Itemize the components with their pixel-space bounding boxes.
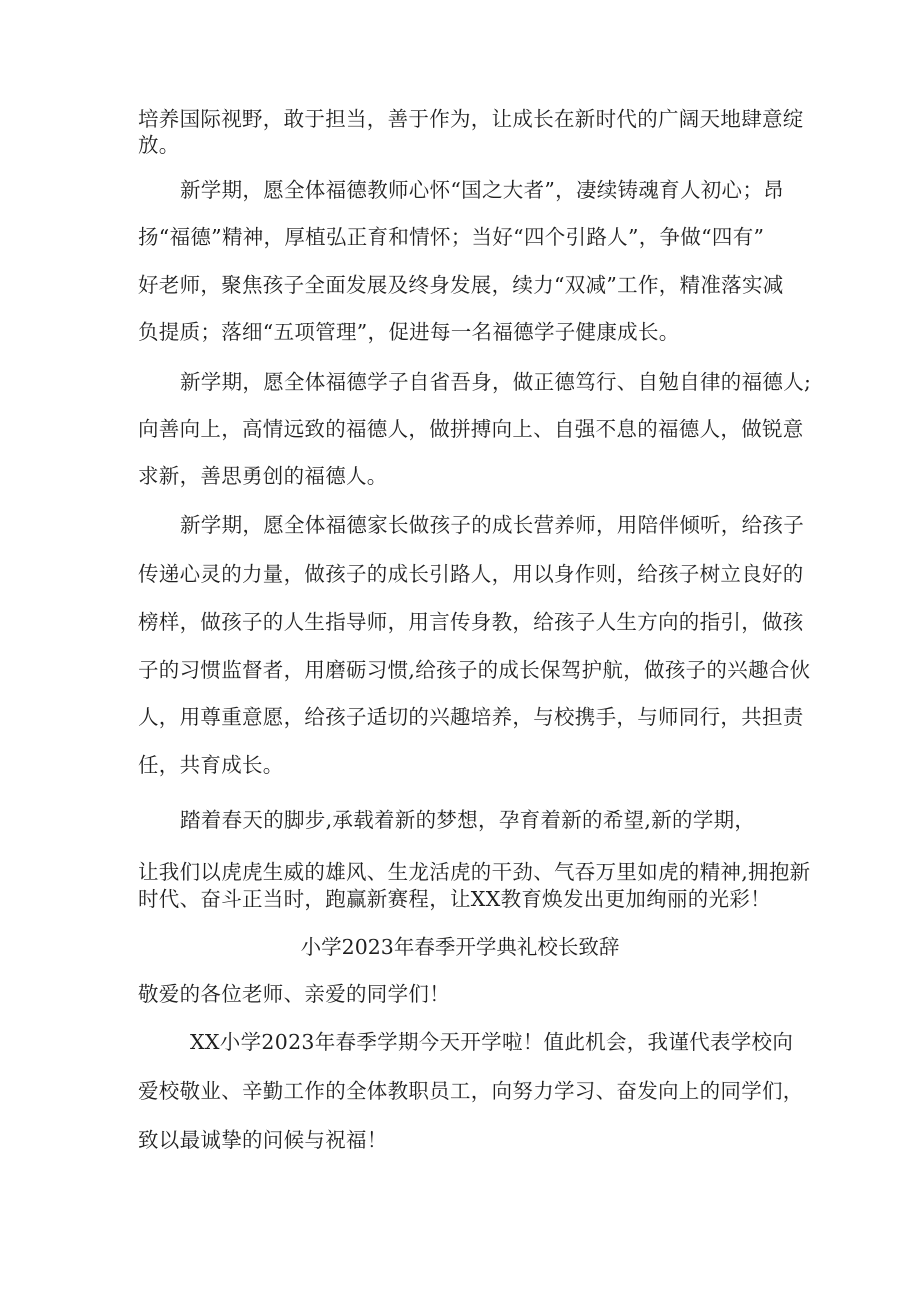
text-line: 爱校敬业、辛勤工作的全体教职员工，向努力学习、奋发向上的同学们，: [138, 1079, 804, 1103]
text-line: 负提质；落细“五项管理”，促进每一名福德学子健康成长。: [138, 320, 680, 344]
text-line: 新学期，愿全体福德教师心怀“国之大者”，凄续铸魂育人初心；昂: [180, 178, 784, 202]
text-line: 让我们以虎虎生威的雄风、生龙活虎的干劲、气吞万里如虎的精神,拥抱新: [138, 860, 811, 884]
speech-title: 小学2023年春季开学典礼校长致辞: [300, 935, 620, 959]
text-line: 榜样，做孩子的人生指导师，用言传身教，给孩子人生方向的指引，做孩: [138, 610, 804, 634]
text-line: 培养国际视野，敢于担当，善于作为，让成长在新时代的广阔天地肆意绽: [138, 107, 804, 131]
salutation: 敬爱的各位老师、亲爱的同学们！: [138, 982, 450, 1006]
text-line: 传递心灵的力量，做孩子的成长引路人，用以身作则，给孩子树立良好的: [138, 562, 804, 586]
text-line: 新学期，愿全体福德家长做孩子的成长营养师，用陪伴倾听，给孩子: [180, 513, 804, 537]
text-line: 扬“福德”精神，厚植弘正育和情怀；当好“四个引路人”，争做“四有”: [138, 225, 765, 249]
text-line: 致以最诚挚的问候与祝福！: [138, 1128, 388, 1152]
text-line: 任，共育成长。: [138, 753, 284, 777]
text-line: XX小学2023年春季学期今天开学啦！值此机会，我谨代表学校向: [190, 1030, 794, 1054]
text-line: 新学期，愿全体福德学子自省吾身，做正德笃行、自勉自律的福德人;: [180, 370, 812, 394]
text-line: 人，用尊重意愿，给孩子适切的兴趣培养，与校携手，与师同行，共担责: [138, 705, 804, 729]
text-line: 放。: [138, 133, 180, 157]
text-line: 好老师，聚焦孩子全面发展及终身发展，续力“双减”工作，精准落实减: [138, 273, 784, 297]
text-line: 子的习惯监督者，用磨砺习惯,给孩子的成长保驾护航，做孩子的兴趣合伙: [138, 658, 811, 682]
text-line: 时代、奋斗正当时，跑赢新赛程，让XX教育焕发出更加绚丽的光彩！: [138, 887, 771, 911]
text-line: 求新，善思勇创的福德人。: [138, 464, 388, 488]
text-line: 向善向上，高情远致的福德人，做拼搏向上、自强不息的福德人，做锐意: [138, 417, 804, 441]
text-line: 踏着春天的脚步,承载着新的梦想，孕育着新的希望,新的学期，: [180, 808, 756, 832]
